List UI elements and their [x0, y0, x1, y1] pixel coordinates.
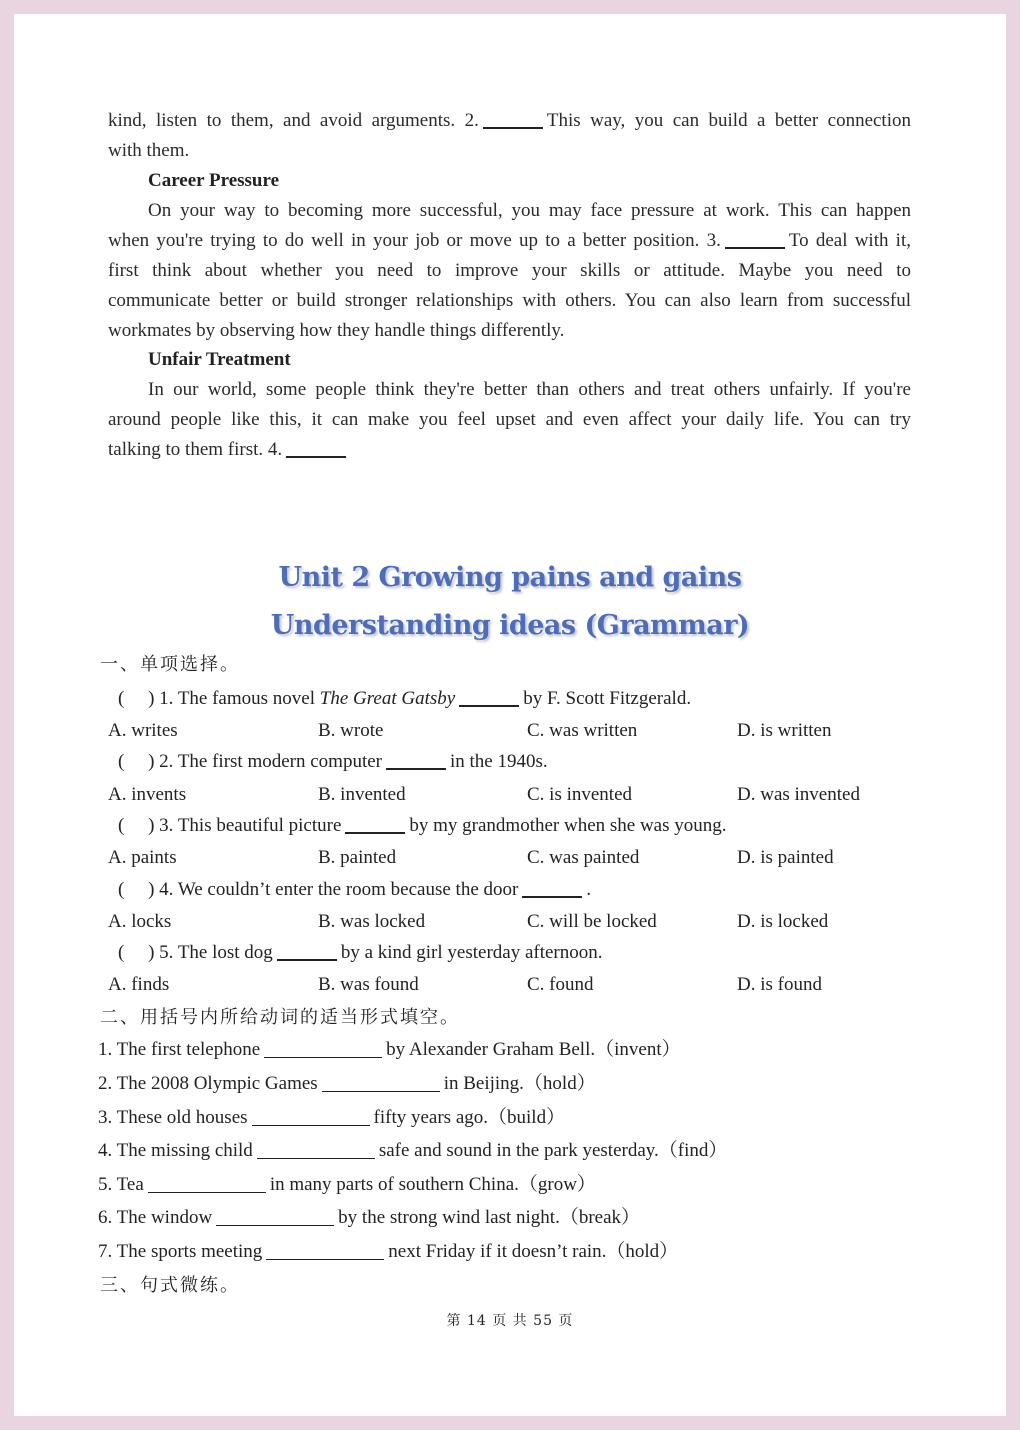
question: ( ) 4. We couldn’t enter the room because the door .	[118, 879, 592, 900]
answer-blank[interactable]	[148, 1174, 266, 1193]
passage-line: first think about whether you need to improve your skills or attitude. Maybe you need to	[108, 260, 911, 281]
option[interactable]: B. invented	[318, 784, 406, 805]
section-heading: 二、用括号内所给动词的适当形式填空。	[100, 1007, 460, 1028]
answer-blank[interactable]	[216, 1207, 334, 1226]
section-heading: Career Pressure	[148, 170, 280, 191]
answer-blank[interactable]	[277, 941, 337, 961]
option[interactable]: B. wrote	[318, 720, 384, 741]
passage-line: On your way to becoming more successful, you may face pressure at work. This can happen	[148, 200, 911, 221]
answer-blank[interactable]	[725, 229, 785, 249]
option[interactable]: A. paints	[108, 847, 177, 868]
option[interactable]: B. was locked	[318, 911, 426, 932]
page-number: 第 14 页 共 55 页	[446, 1313, 574, 1329]
option[interactable]: B. was found	[318, 974, 419, 995]
answer-blank[interactable]	[322, 1073, 440, 1092]
option[interactable]: A. finds	[108, 974, 170, 995]
question: ( ) 3. This beautiful picture by my grandmother when she was young.	[118, 815, 727, 836]
option[interactable]: A. writes	[108, 720, 178, 741]
section-heading: Unfair Treatment	[148, 349, 291, 370]
answer-blank[interactable]	[264, 1039, 382, 1058]
unit-title: Unit 2 Growing pains and gains	[278, 562, 742, 593]
unit-subtitle: Understanding ideas (Grammar)	[270, 610, 750, 641]
passage-line: around people like this, it can make you feel upset and even affect your daily life. You can try	[108, 409, 911, 430]
passage-line: In our world, some people think they're better than others and treat others unfairly. If you're	[148, 379, 911, 400]
option[interactable]: B. painted	[318, 847, 397, 868]
option[interactable]: A. invents	[108, 784, 187, 805]
answer-blank[interactable]	[386, 750, 446, 770]
option[interactable]: D. is found	[737, 974, 822, 995]
section-heading: 一、单项选择。	[100, 654, 240, 675]
passage-line: with them.	[108, 140, 190, 161]
answer-blank[interactable]	[522, 878, 582, 898]
answer-blank[interactable]	[345, 814, 405, 834]
passage-line: kind, listen to them, and avoid arguments. 2. This way, you can build a better connection	[108, 110, 911, 131]
question: ( ) 1. The famous novel The Great Gatsby by F. Scott Fitzgerald.	[118, 688, 692, 709]
fill-item: 3. These old houses fifty years ago.（build）	[98, 1107, 566, 1128]
option[interactable]: C. was written	[527, 720, 638, 741]
answer-blank[interactable]	[483, 109, 543, 129]
answer-blank[interactable]	[286, 438, 346, 458]
option[interactable]: C. is invented	[527, 784, 633, 805]
answer-blank[interactable]	[266, 1241, 384, 1260]
fill-item: 2. The 2008 Olympic Games in Beijing.（hold）	[98, 1073, 596, 1094]
document-page	[14, 14, 1006, 1416]
option[interactable]: D. is locked	[737, 911, 829, 932]
fill-item: 4. The missing child safe and sound in the park yesterday.（find）	[98, 1140, 728, 1161]
option[interactable]: C. was painted	[527, 847, 640, 868]
option[interactable]: D. was invented	[737, 784, 860, 805]
answer-blank[interactable]	[252, 1107, 370, 1126]
passage-line: communicate better or build stronger relationships with others. You can also learn from successful	[108, 290, 911, 311]
passage-line: workmates by observing how they handle things differently.	[108, 320, 565, 341]
option[interactable]: D. is painted	[737, 847, 834, 868]
option[interactable]: D. is written	[737, 720, 832, 741]
question: ( ) 2. The first modern computer in the 1940s.	[118, 751, 548, 772]
question: ( ) 5. The lost dog by a kind girl yesterday afternoon.	[118, 942, 603, 963]
fill-item: 5. Tea in many parts of southern China.（grow）	[98, 1174, 596, 1195]
option[interactable]: C. found	[527, 974, 594, 995]
option[interactable]: C. will be locked	[527, 911, 657, 932]
answer-blank[interactable]	[257, 1140, 375, 1159]
answer-blank[interactable]	[459, 687, 519, 707]
fill-item: 6. The window by the strong wind last night.（break）	[98, 1207, 641, 1228]
passage-line: when you're trying to do well in your job or move up to a better position. 3. To deal with it,	[108, 230, 911, 251]
option[interactable]: A. locks	[108, 911, 172, 932]
fill-item: 7. The sports meeting next Friday if it doesn’t rain.（hold）	[98, 1241, 679, 1262]
section-heading: 三、句式微练。	[100, 1275, 240, 1296]
passage-line: talking to them first. 4.	[108, 435, 350, 465]
fill-item: 1. The first telephone by Alexander Graham Bell.（invent）	[98, 1039, 681, 1060]
